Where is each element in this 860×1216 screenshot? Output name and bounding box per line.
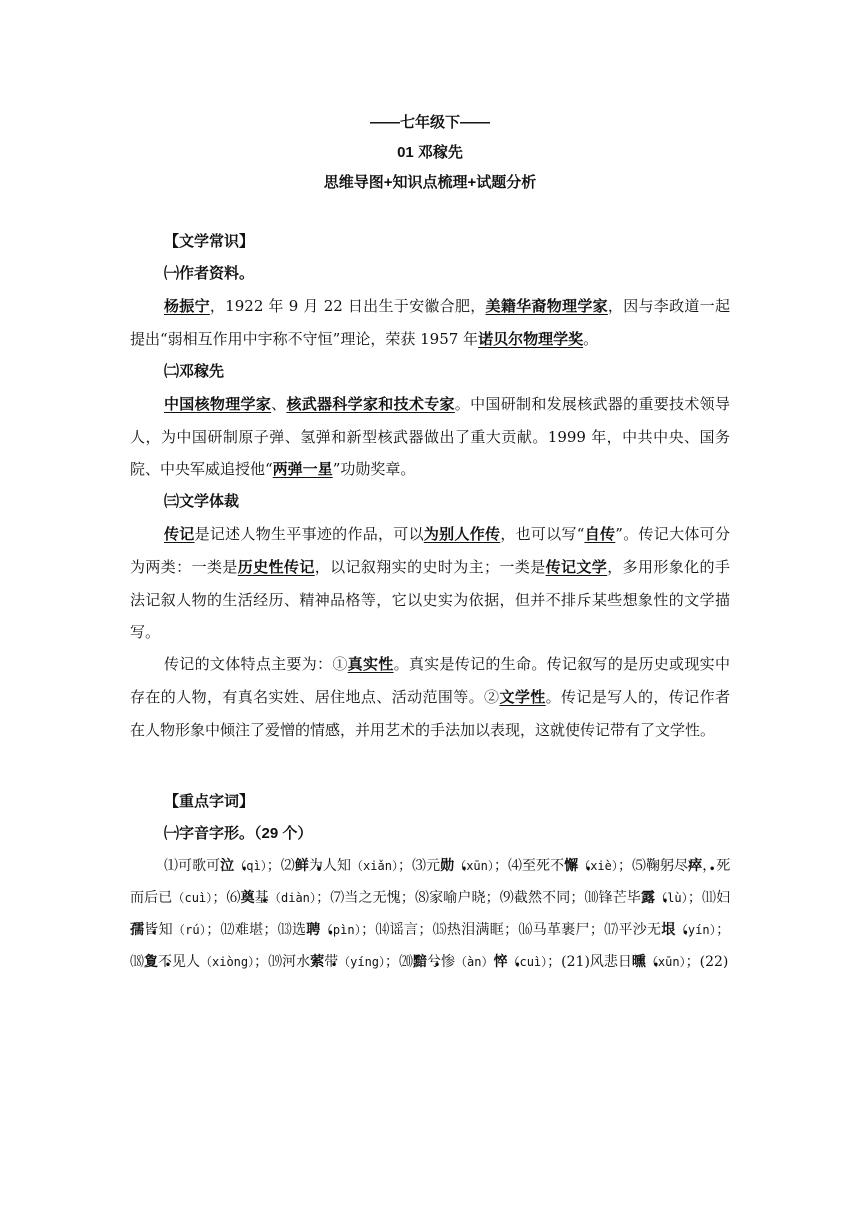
vocab-section	[130, 786, 730, 978]
vocab-separator: ；	[266, 858, 281, 874]
document-content	[130, 108, 730, 978]
vocab-item	[412, 858, 508, 874]
vocab-text: 截然不同	[513, 890, 571, 906]
vocab-number: ⒁	[375, 922, 390, 938]
vocab-key-char: 曛	[631, 954, 646, 970]
vocab-text: 至死不	[522, 858, 565, 874]
vocab-separator: ；	[254, 954, 269, 970]
vocab-number: (21)	[561, 954, 590, 970]
vocab-item	[220, 922, 277, 938]
text-run: 是记述人物生平事迹的作品，可以	[194, 525, 424, 543]
vocab-separator: ；	[685, 954, 700, 970]
vocab-item	[268, 954, 399, 970]
term-autobiography: 自传	[584, 526, 616, 543]
vocab-text: 风悲日	[589, 954, 632, 970]
literature-section	[130, 226, 730, 746]
vocab-pinyin: （pìn）	[320, 923, 362, 937]
vocab-number: ⑿	[220, 922, 235, 938]
vocab-item	[330, 890, 415, 906]
vocab-separator: ；	[570, 890, 585, 906]
text-run: ，也可以写“	[500, 525, 585, 543]
vocab-separator: ；	[617, 858, 632, 874]
vocab-number: (22)	[699, 954, 729, 970]
vocab-separator: ；	[485, 890, 500, 906]
vocab-text: 基	[254, 890, 269, 906]
vocab-pinyin: （xūn）	[645, 955, 686, 969]
vocab-key-char: 垠	[661, 922, 676, 938]
author-role: 美籍华裔物理学家	[485, 298, 608, 315]
vocab-number: ⒅	[130, 954, 144, 970]
vocab-list	[130, 850, 730, 978]
vocab-key-char: 懈	[564, 858, 579, 874]
vocab-number: ⑸	[631, 858, 647, 874]
vocab-text: 兮惨	[427, 954, 456, 970]
vocab-pinyin: （xūn）	[454, 859, 494, 873]
vocab-item	[604, 922, 730, 938]
vocab-separator: ；	[418, 922, 433, 938]
vocab-text: 热泪满眶	[446, 922, 505, 938]
features-paragraph	[130, 648, 730, 746]
vocab-text: 可歌可	[178, 858, 221, 874]
vocab-key-char: 悴	[493, 954, 508, 970]
vocab-item	[281, 858, 412, 874]
vocab-pinyin: （àn）	[455, 955, 494, 969]
vocab-separator: ；	[361, 922, 376, 938]
author-info-paragraph	[130, 290, 730, 356]
vocab-number: ⒆	[268, 954, 283, 970]
grade-heading: ——七年级下——	[369, 114, 490, 131]
lesson-title: 01 邓稼先	[397, 144, 463, 161]
vocab-item	[277, 922, 375, 938]
vocab-pinyin: （diàn）	[268, 891, 317, 905]
vocab-pinyin: （xiòng）	[200, 955, 255, 969]
vocab-key-char: 聘	[306, 922, 321, 938]
text-run: ”。传记大体可分为两类：一类是	[130, 525, 730, 576]
vocab-text: 难堪	[234, 922, 264, 938]
vocab-separator: ；	[385, 954, 400, 970]
vocab-separator: ；	[316, 890, 331, 906]
text-run: ，因与李政道一起提出“弱相互作用中宇称不守恒”理论，荣获 1957 年	[130, 297, 730, 348]
vocab-key-char: 瘁	[688, 858, 703, 874]
vocab-key-char: 孺	[130, 922, 145, 938]
vocab-separator: ；	[400, 890, 415, 906]
vocab-text: ，死而后已	[130, 858, 731, 906]
text-run: ，1922 年 9 月 22 日出生于安徽合肥，	[209, 297, 486, 315]
text-run: ，多用形象化的手法记叙人物的生活经历、精神品格等，它以史实为依据，但并不排斥某些想象性的文学描写。	[130, 558, 730, 641]
vocab-title: ㈠字音字形。（29 个）	[164, 825, 313, 842]
vocab-pinyin: （qì）	[234, 859, 267, 873]
vocab-key-char: 奠	[240, 890, 255, 906]
text-run: 传记的文体特点主要为：①	[164, 655, 348, 673]
vocab-number: ⑼	[499, 890, 514, 906]
lesson-subtitle: 思维导图+知识点梳理+试题分析	[323, 174, 537, 191]
vocab-separator: ；	[263, 922, 278, 938]
vocab-key-char: 露	[640, 890, 656, 906]
vocab-separator: ；	[687, 890, 702, 906]
vocab-item	[375, 922, 432, 938]
vocab-item	[130, 954, 268, 970]
text-run: ”功勋奖章。	[332, 460, 416, 478]
vocab-text: 家喻户晓	[429, 890, 486, 906]
author-name: 杨振宁	[164, 298, 210, 315]
vocab-number: ⑾	[701, 890, 717, 906]
vocab-item	[508, 858, 632, 874]
term-biographical-literature: 传记文学	[545, 559, 608, 576]
term-authenticity: 真实性	[347, 656, 394, 673]
vocab-pinyin: （yín）	[675, 923, 717, 937]
vocab-number: ⑻	[414, 890, 430, 906]
text-run: ，以记叙翔实的史时为主；一类是	[314, 558, 546, 576]
vocab-text: 鞠躬尽	[646, 858, 689, 874]
vocab-pinyin: （xiè）	[578, 859, 618, 873]
vocab-number: ⑶	[411, 858, 427, 874]
vocab-number: ⑵	[280, 858, 295, 874]
vocab-item	[584, 890, 702, 906]
vocab-number: ⒃	[518, 922, 533, 938]
vocab-key-char: 夐	[144, 954, 158, 970]
vocab-item	[432, 922, 518, 938]
vocab-text: 选	[292, 922, 307, 938]
term-literariness: 文学性	[499, 689, 546, 706]
vocab-text: 当之无愧	[344, 890, 401, 906]
author-prize: 诺贝尔物理学奖	[478, 331, 584, 348]
deng-role-2: 核武器科学家和技术专家	[286, 396, 455, 413]
text-run: 。	[583, 330, 599, 348]
vocab-number: ⑹	[226, 890, 241, 906]
text-run: 、	[271, 395, 287, 413]
vocab-text: 锋芒毕	[598, 890, 641, 906]
genre-title: ㈢文学体裁	[164, 493, 240, 510]
vocab-number: ⑽	[584, 890, 599, 906]
vocab-text: 谣言	[389, 922, 419, 938]
vocab-item	[164, 858, 281, 874]
vocab-separator: ；	[397, 858, 412, 874]
vocab-number: ⒇	[399, 954, 414, 970]
vocab-number: ⒂	[432, 922, 447, 938]
vocab-pinyin: （cuì）	[507, 955, 548, 969]
vocab-item	[700, 954, 729, 970]
vocab-text: 带	[324, 954, 339, 970]
text-run: 。真实是传记的生命。传记叙写的是历史或现实中存在的人物，有真名实姓、居住地点、活动范围等。②	[130, 655, 730, 706]
vocab-separator: ；	[493, 858, 508, 874]
author-info-title: ㈠作者资料。	[164, 265, 255, 282]
vocab-item	[518, 922, 604, 938]
vocab-key-char: 萦	[310, 954, 325, 970]
vocab-item	[226, 890, 330, 906]
vocab-pinyin: （xiǎn）	[350, 859, 398, 873]
term-historical-biography: 历史性传记	[237, 559, 315, 576]
vocab-pinyin: （cuì）	[172, 891, 213, 905]
vocab-separator: ；	[212, 890, 227, 906]
vocab-text: 马革裹尸	[532, 922, 590, 938]
vocab-key-char: 泣	[220, 858, 235, 874]
vocab-number: ⑷	[507, 858, 523, 874]
vocab-separator: ；	[504, 922, 519, 938]
genre-paragraph	[130, 518, 730, 648]
vocab-text: 元	[426, 858, 441, 874]
vocab-separator: ；	[716, 922, 731, 938]
deng-paragraph	[130, 388, 730, 486]
text-run: 。传记是写人的，传记作者在人物形象中倾注了爱憎的情感，并用艺术的手法加以表现，这就使传记带有了文学性。	[130, 688, 730, 739]
vocab-pinyin: （rú）	[172, 923, 207, 937]
vocab-number: ⑺	[330, 890, 345, 906]
term-biography: 传记	[164, 526, 195, 543]
vocab-pinyin: （yíng）	[338, 955, 386, 969]
vocab-key-char: 黯	[413, 954, 428, 970]
vocab-key-char: 勋	[440, 858, 455, 874]
deng-title: ㈡邓稼先	[164, 363, 225, 380]
term-for-others: 为别人作传	[423, 526, 501, 543]
vocab-text: 为人知	[308, 858, 351, 874]
deng-medal: 两弹一星	[272, 461, 333, 478]
text-run: 。中国研制和发展核武器的重要技术领导人，为中国研制原子弹、氢弹和新型核武器做出了重大贡献。1999 年，中共中央、国务院、中央军威追授他“	[130, 395, 730, 478]
vocab-key-char: 鲜	[294, 858, 309, 874]
vocab-heading: 【重点字词】	[164, 793, 255, 810]
vocab-separator: ；	[547, 954, 562, 970]
vocab-text: 平沙无	[618, 922, 662, 938]
literature-heading: 【文学常识】	[164, 233, 255, 250]
vocab-separator: ；	[206, 922, 221, 938]
vocab-text: 皆知	[144, 922, 173, 938]
vocab-number: ⒀	[277, 922, 292, 938]
vocab-number: ⒄	[603, 922, 619, 938]
vocab-pinyin: （lù）	[655, 891, 688, 905]
vocab-number: ⑴	[164, 858, 179, 874]
vocab-item	[561, 954, 699, 970]
vocab-separator: ；	[589, 922, 604, 938]
vocab-text: 妇	[716, 890, 731, 906]
vocab-text: 不见人	[158, 954, 200, 970]
vocab-item	[415, 890, 500, 906]
deng-role-1: 中国核物理学家	[164, 396, 272, 413]
vocab-item	[500, 890, 585, 906]
vocab-text: 河水	[282, 954, 311, 970]
vocab-item	[493, 954, 561, 970]
